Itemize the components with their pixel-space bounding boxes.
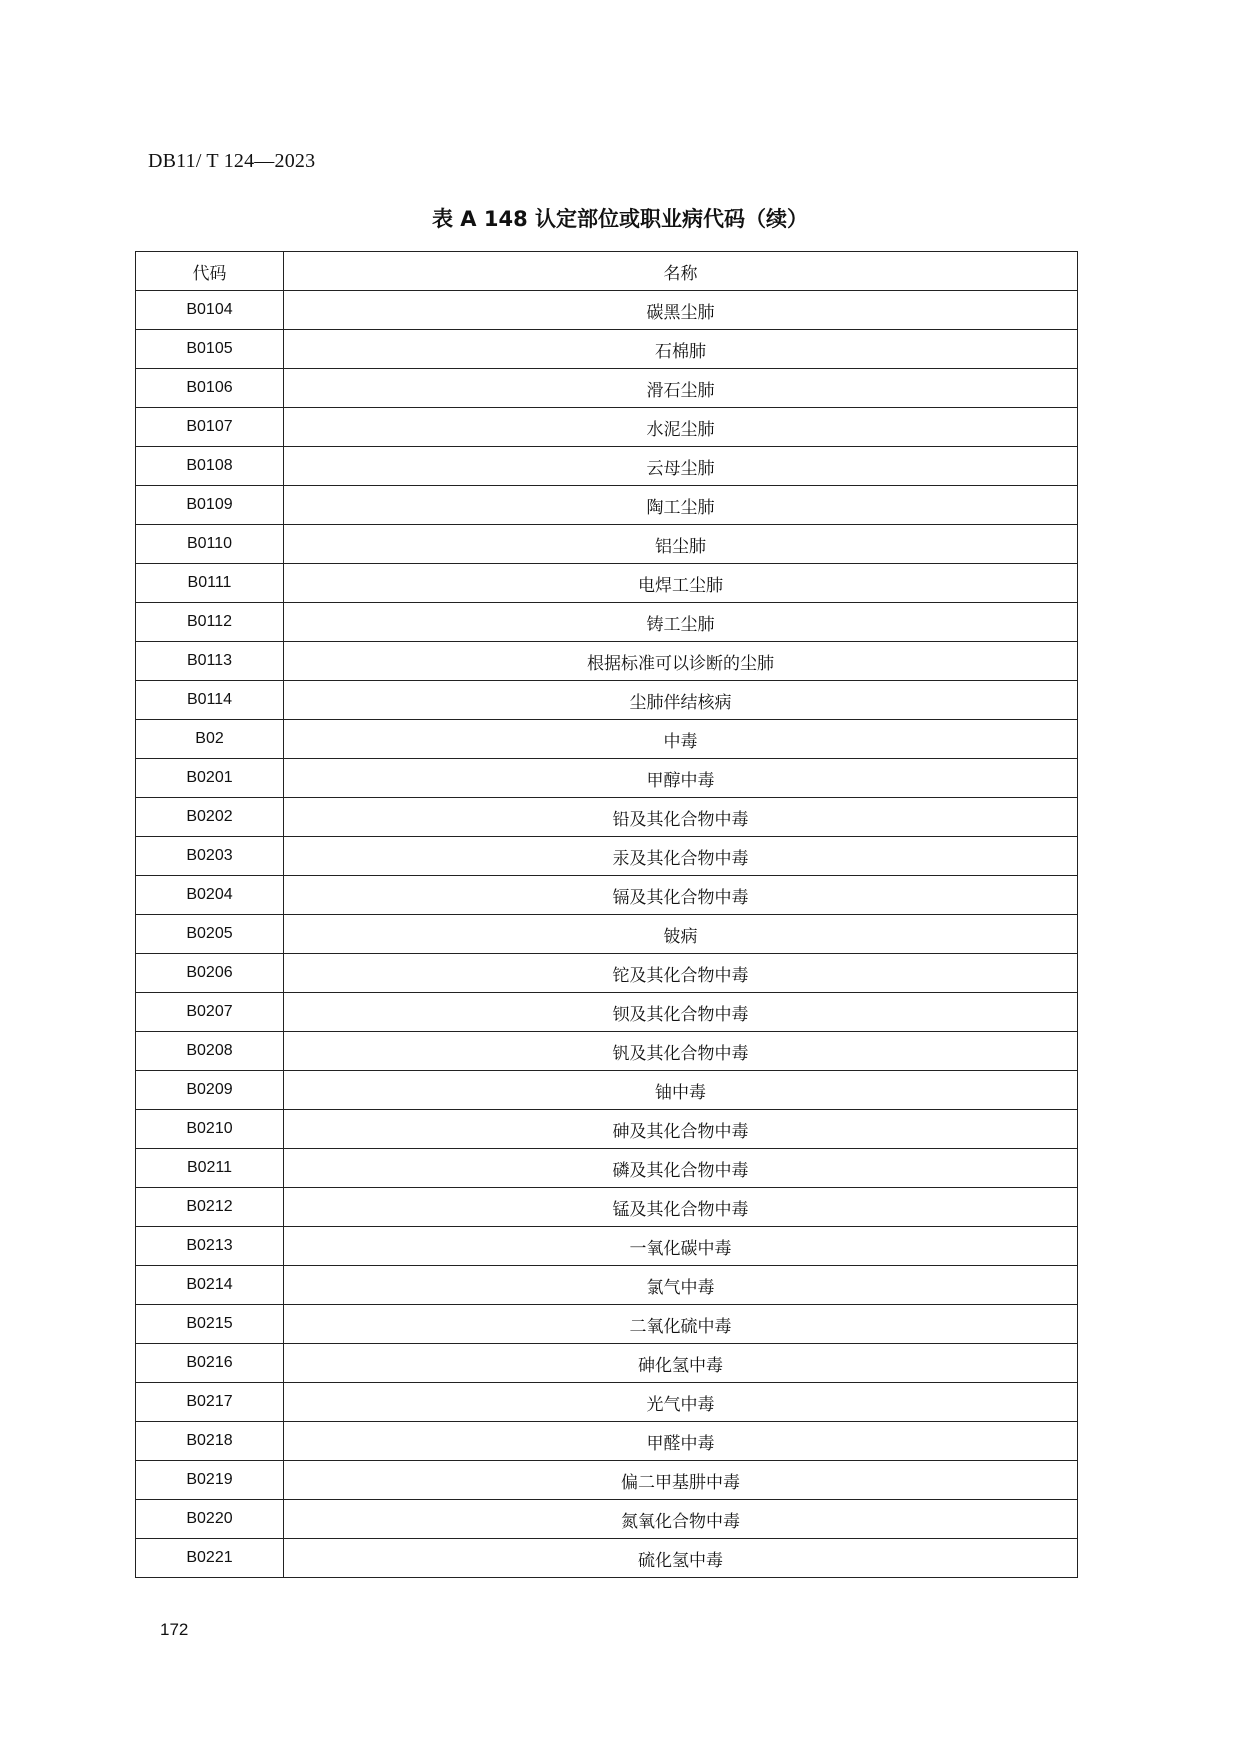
table-body <box>136 252 1078 1578</box>
code-cell: B0201 <box>136 759 284 798</box>
code-cell: B0208 <box>136 1032 284 1071</box>
code-cell: B0211 <box>136 1149 284 1188</box>
name-cell: 云母尘肺 <box>284 447 1078 486</box>
code-cell: B0203 <box>136 837 284 876</box>
table-title: 表 A 148 认定部位或职业病代码（续） <box>431 207 809 231</box>
name-cell: 汞及其化合物中毒 <box>284 837 1078 876</box>
code-cell: B0105 <box>136 330 284 369</box>
table-row <box>136 993 1078 1032</box>
code-cell: B0113 <box>136 642 284 681</box>
table-row <box>136 1266 1078 1305</box>
code-cell: B0219 <box>136 1461 284 1500</box>
name-cell: 铅及其化合物中毒 <box>284 798 1078 837</box>
name-cell: 铊及其化合物中毒 <box>284 954 1078 993</box>
name-cell: 电焊工尘肺 <box>284 564 1078 603</box>
code-cell: B0204 <box>136 876 284 915</box>
name-cell: 光气中毒 <box>284 1383 1078 1422</box>
table-row <box>136 1032 1078 1071</box>
table-row <box>136 798 1078 837</box>
name-cell: 碳黑尘肺 <box>284 291 1078 330</box>
document-code: DB11/ T 124—2023 <box>148 150 316 172</box>
code-cell: B0106 <box>136 369 284 408</box>
code-cell: B0111 <box>136 564 284 603</box>
name-cell: 铸工尘肺 <box>284 603 1078 642</box>
name-cell: 中毒 <box>284 720 1078 759</box>
code-cell: B0214 <box>136 1266 284 1305</box>
code-cell: B0112 <box>136 603 284 642</box>
table-row <box>136 447 1078 486</box>
table-row <box>136 642 1078 681</box>
code-cell: B0104 <box>136 291 284 330</box>
code-cell: B0215 <box>136 1305 284 1344</box>
code-cell: B0206 <box>136 954 284 993</box>
header-cell-name: 名称 <box>284 252 1078 291</box>
code-cell: B0220 <box>136 1500 284 1539</box>
table-row <box>136 1383 1078 1422</box>
table-row <box>136 1539 1078 1578</box>
table-row <box>136 1071 1078 1110</box>
header-cell-code: 代码 <box>136 252 284 291</box>
name-cell: 铍病 <box>284 915 1078 954</box>
table-row <box>136 369 1078 408</box>
name-cell: 水泥尘肺 <box>284 408 1078 447</box>
table-row <box>136 1305 1078 1344</box>
name-cell: 铝尘肺 <box>284 525 1078 564</box>
name-cell: 氮氧化合物中毒 <box>284 1500 1078 1539</box>
code-table <box>135 251 1078 1578</box>
table-row <box>136 525 1078 564</box>
code-cell: B0107 <box>136 408 284 447</box>
name-cell: 铀中毒 <box>284 1071 1078 1110</box>
name-cell: 偏二甲基肼中毒 <box>284 1461 1078 1500</box>
name-cell: 一氧化碳中毒 <box>284 1227 1078 1266</box>
code-cell: B0207 <box>136 993 284 1032</box>
code-cell: B0213 <box>136 1227 284 1266</box>
code-cell: B0221 <box>136 1539 284 1578</box>
code-cell: B0202 <box>136 798 284 837</box>
code-cell: B0114 <box>136 681 284 720</box>
name-cell: 氯气中毒 <box>284 1266 1078 1305</box>
code-cell: B0109 <box>136 486 284 525</box>
name-cell: 镉及其化合物中毒 <box>284 876 1078 915</box>
table-row <box>136 720 1078 759</box>
table-row <box>136 1461 1078 1500</box>
name-cell: 砷及其化合物中毒 <box>284 1110 1078 1149</box>
code-cell: B0210 <box>136 1110 284 1149</box>
table-row <box>136 486 1078 525</box>
code-cell: B0205 <box>136 915 284 954</box>
table-row <box>136 1149 1078 1188</box>
name-cell: 滑石尘肺 <box>284 369 1078 408</box>
table-row <box>136 1227 1078 1266</box>
page-number: 172 <box>160 1620 189 1639</box>
name-cell: 硫化氢中毒 <box>284 1539 1078 1578</box>
code-cell: B0209 <box>136 1071 284 1110</box>
table-row <box>136 876 1078 915</box>
name-cell: 锰及其化合物中毒 <box>284 1188 1078 1227</box>
table-row <box>136 1500 1078 1539</box>
code-cell: B0218 <box>136 1422 284 1461</box>
table-row <box>136 681 1078 720</box>
name-cell: 砷化氢中毒 <box>284 1344 1078 1383</box>
table-row <box>136 603 1078 642</box>
table-row <box>136 837 1078 876</box>
table-row <box>136 759 1078 798</box>
name-cell: 陶工尘肺 <box>284 486 1078 525</box>
table-row <box>136 1110 1078 1149</box>
code-cell: B0216 <box>136 1344 284 1383</box>
name-cell: 甲醛中毒 <box>284 1422 1078 1461</box>
table-row <box>136 915 1078 954</box>
table-row <box>136 1188 1078 1227</box>
name-cell: 磷及其化合物中毒 <box>284 1149 1078 1188</box>
name-cell: 钒及其化合物中毒 <box>284 1032 1078 1071</box>
code-cell: B0110 <box>136 525 284 564</box>
name-cell: 二氧化硫中毒 <box>284 1305 1078 1344</box>
table-header-row <box>136 252 1078 291</box>
code-cell: B0212 <box>136 1188 284 1227</box>
table-row <box>136 408 1078 447</box>
table-row <box>136 1422 1078 1461</box>
code-cell: B0108 <box>136 447 284 486</box>
table-row <box>136 330 1078 369</box>
name-cell: 尘肺伴结核病 <box>284 681 1078 720</box>
name-cell: 甲醇中毒 <box>284 759 1078 798</box>
table-row <box>136 1344 1078 1383</box>
name-cell: 钡及其化合物中毒 <box>284 993 1078 1032</box>
code-cell: B0217 <box>136 1383 284 1422</box>
table-row <box>136 564 1078 603</box>
table-row <box>136 291 1078 330</box>
name-cell: 根据标准可以诊断的尘肺 <box>284 642 1078 681</box>
table-row <box>136 954 1078 993</box>
name-cell: 石棉肺 <box>284 330 1078 369</box>
code-cell: B02 <box>136 720 284 759</box>
